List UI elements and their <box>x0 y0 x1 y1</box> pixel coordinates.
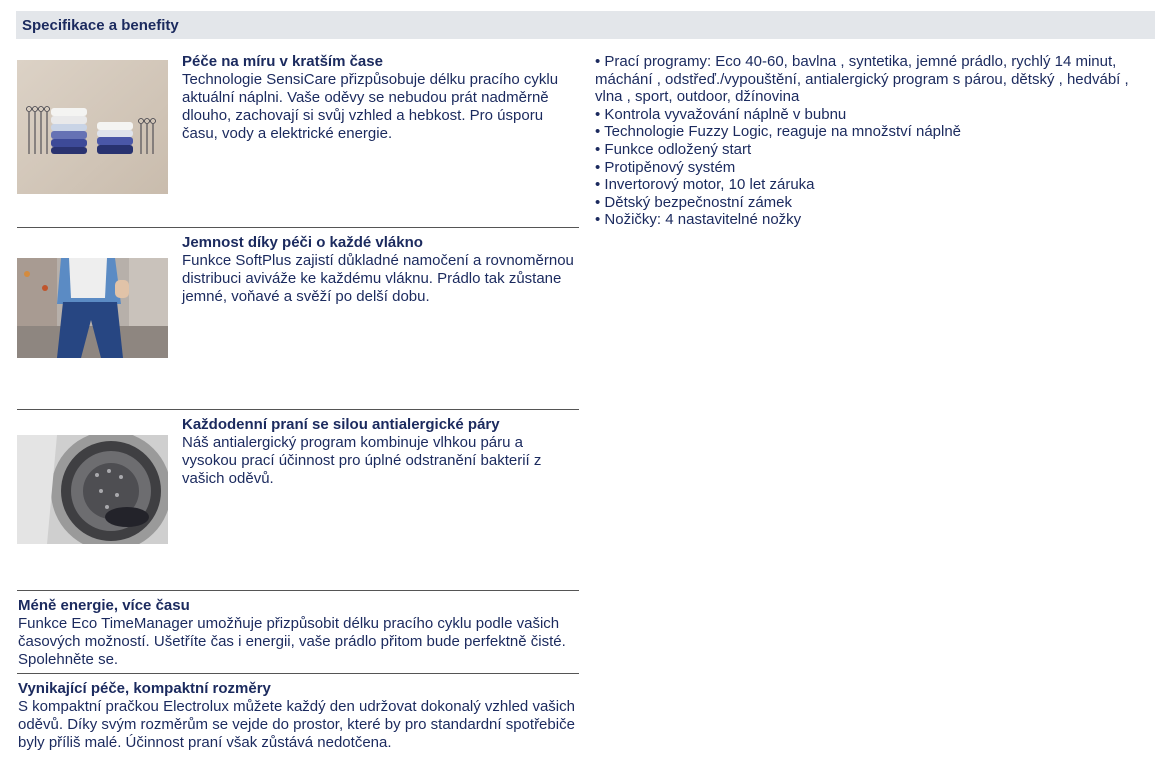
feature-description: Funkce Eco TimeManager umožňuje přizpůsobit délku pracího cyklu podle vašich časových možností. Ušetříte čas i energii, vaše prádlo přitom bude perfektně čisté. Spolehněte se. <box>18 615 566 668</box>
washing-drum-image <box>17 435 168 544</box>
spec-item: • Kontrola vyvažování náplně v bubnu <box>595 105 847 123</box>
spec-item: • Nožičky: 4 nastavitelné nožky <box>595 211 802 229</box>
divider <box>17 227 579 228</box>
divider <box>17 409 579 410</box>
spec-item: • Dětský bezpečnostní zámek <box>595 193 793 211</box>
person-in-jeans-image <box>17 258 168 358</box>
feature-eco-timemanager <box>17 597 579 671</box>
stacked-laundry-image <box>17 60 168 194</box>
feature-description: Náš antialergický program kombinuje vlhkou páru a vysokou prací účinnost pro úplné odstranění bakterií z vašich oděvů. <box>182 434 542 487</box>
spec-item: • Invertorový motor, 10 let záruka <box>595 176 815 194</box>
spec-item: • Funkce odložený start <box>595 140 752 158</box>
feature-sensicare <box>17 53 579 203</box>
feature-compact <box>17 680 579 775</box>
feature-softplus <box>17 234 579 404</box>
feature-title: Jemnost díky péči o každé vlákno <box>182 234 423 251</box>
specs-list <box>595 53 1155 229</box>
section-header <box>16 11 1155 39</box>
feature-title: Každodenní praní se silou antialergické páry <box>182 416 500 433</box>
feature-description: Funkce SoftPlus zajistí důkladné namočení a rovnoměrnou distribuci aviváže ke každému vláknu. Prádlo tak zůstane jemné, voňavé a svěží po delší dobu. <box>182 252 574 305</box>
spec-item: • Protipěnový systém <box>595 158 736 176</box>
divider <box>17 590 579 591</box>
spec-item: • Prací programy: Eco 40-60, bavlna , syntetika, jemné prádlo, rychlý 14 minut, máchání , odstřeď./vypouštění, antialergický program s párou, dětský , hedvábí , vlna , sport, outdoor, džínovina <box>595 53 1129 106</box>
divider <box>17 673 579 674</box>
feature-title: Péče na míru v kratším čase <box>182 53 383 70</box>
feature-description: S kompaktní pračkou Electrolux můžete každý den udržovat dokonalý vzhled vašich oděvů. Díky svým rozměrům se vejde do prostor, které by pro standardní spotřebiče byly příliš malé. Účinnost praní však zůstává nedotčena. <box>18 698 575 751</box>
feature-description: Technologie SensiCare přizpůsobuje délku pracího cyklu aktuální náplni. Vaše oděvy se nebudou prát nadměrně dlouho, zachovají si svůj vzhled a hebkost. Pro úsporu času, vody a elektrické energie. <box>182 71 559 142</box>
feature-title: Vynikající péče, kompaktní rozměry <box>18 680 271 697</box>
feature-title: Méně energie, více času <box>18 597 190 614</box>
spec-item: • Technologie Fuzzy Logic, reaguje na množství náplně <box>595 123 962 141</box>
section-title: Specifikace a benefity <box>22 17 179 34</box>
feature-steam <box>17 416 579 586</box>
